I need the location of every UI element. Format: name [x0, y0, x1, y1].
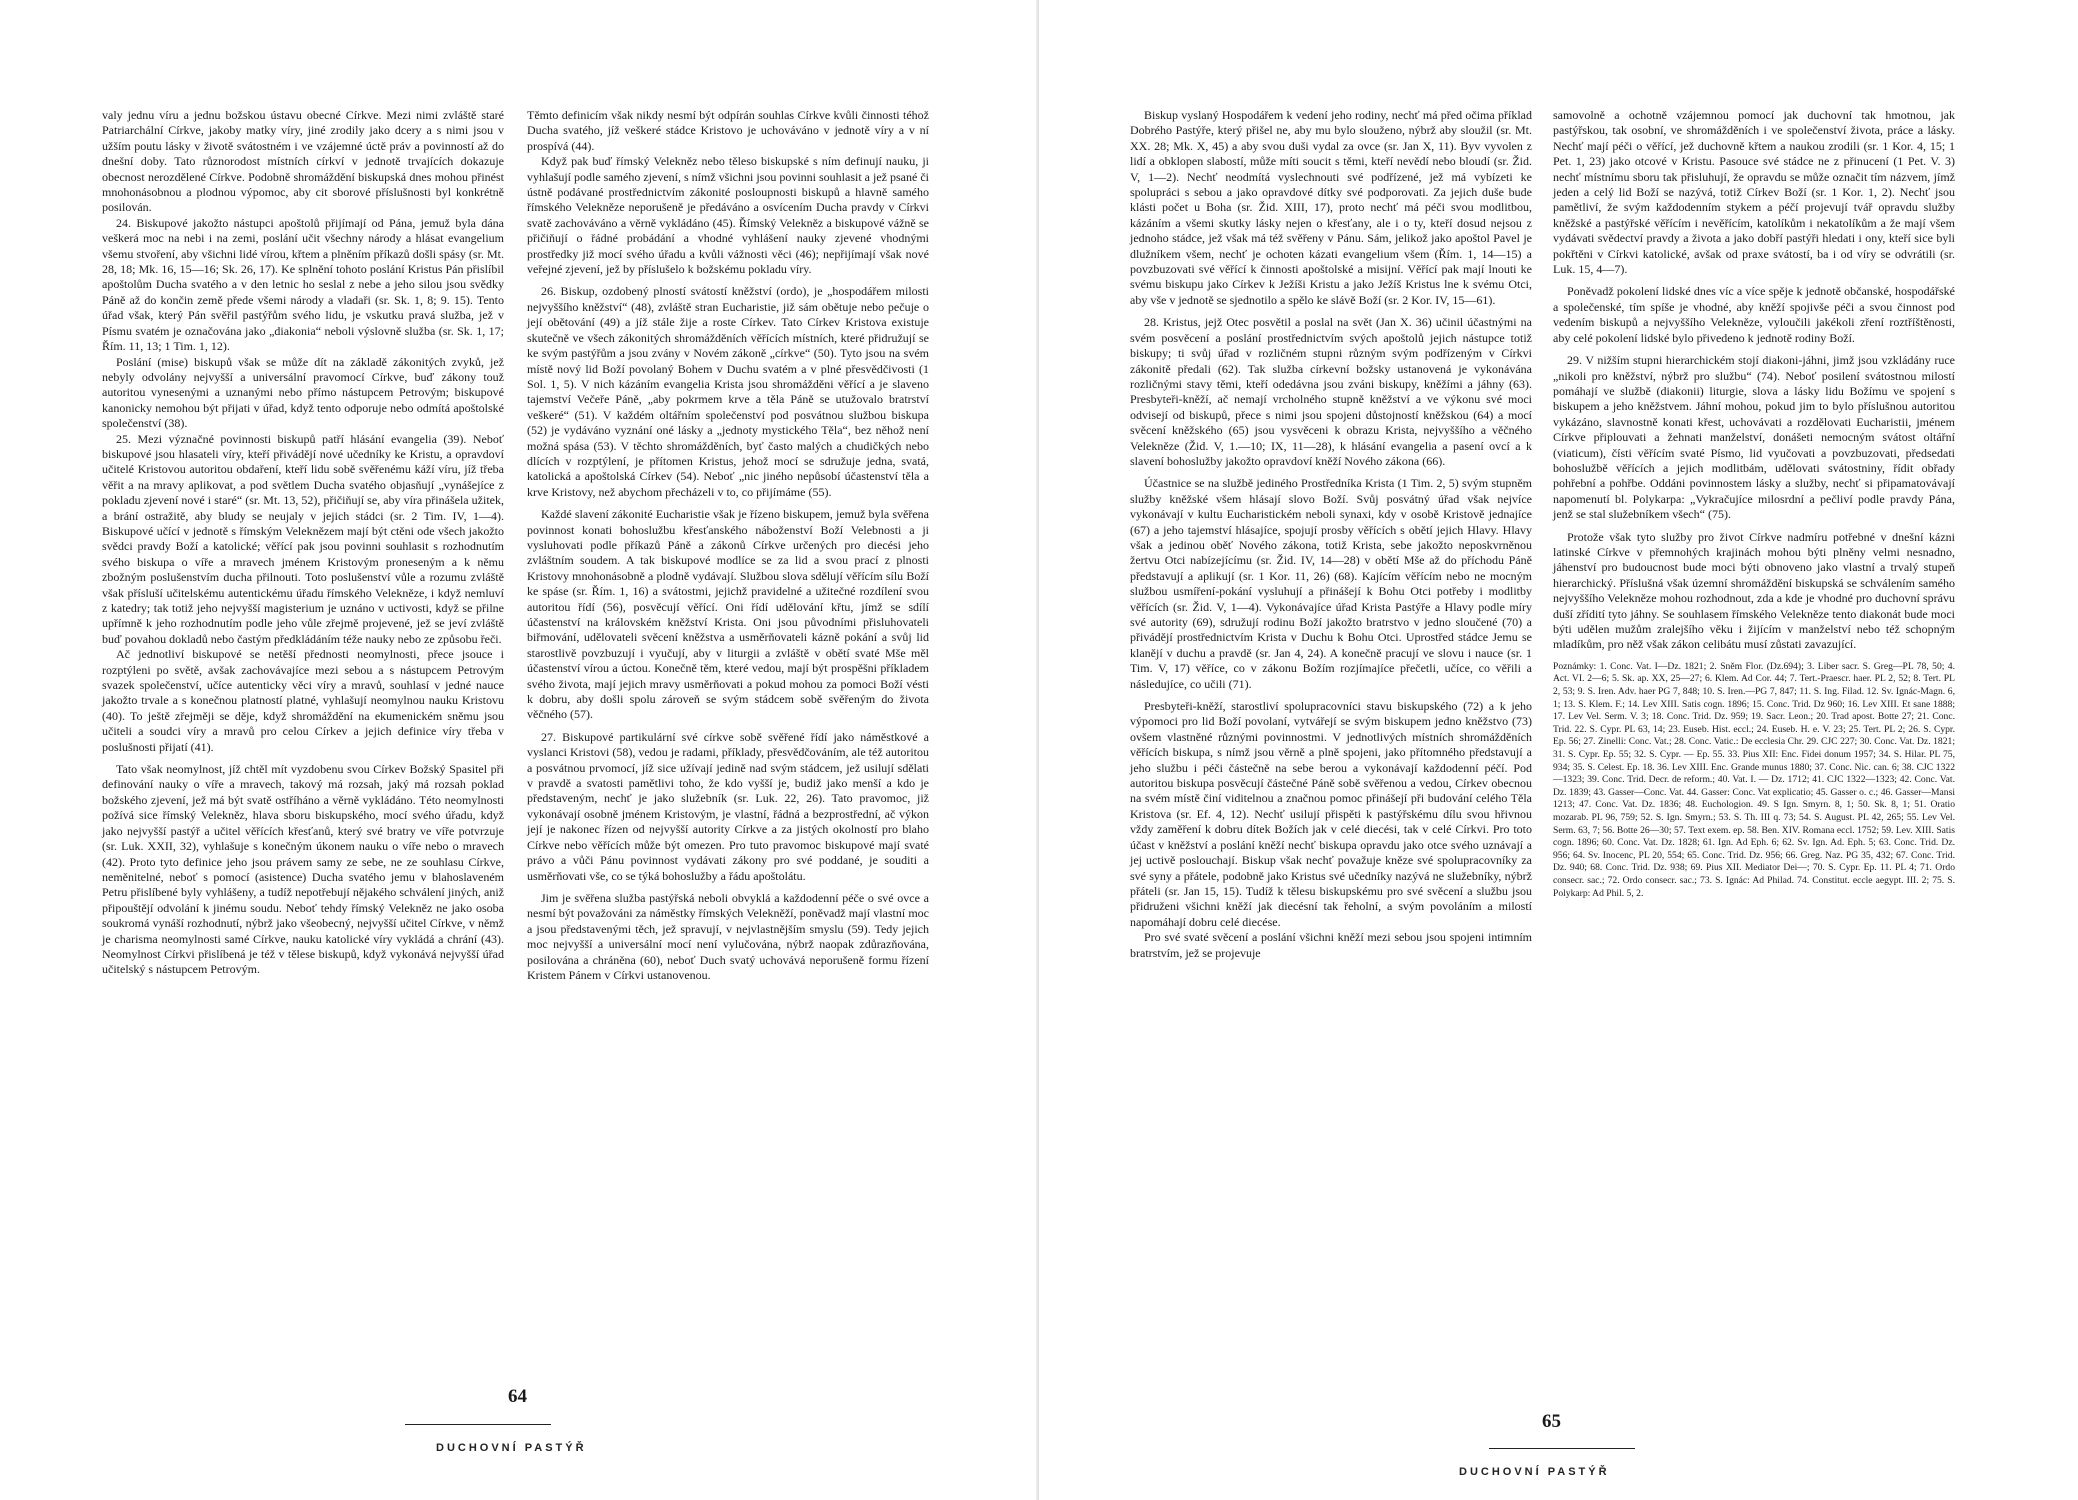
paragraph: Tato však neomylnost, jíž chtěl mít vyzdobenu svou Církev Božský Spasitel při definování nauky o víře a mravech, takový má rozsah, jaký má rozsah poklad božského zjevení, jež má být svatě ostříháno a věrně vykládáno. Této neomylnosti požívá sice římský Velekněz, hlava sboru biskupského, mocí svého úřadu, když jako nejvyšší pastýř a učitel věřících křesťanů, který své bratry ve víře potvrzuje (sr. Luk. XXII, 32), vyhlašuje s konečným úkonem nauku o víře nebo o mravech (42). Proto tyto definice jeho jsou právem samy ze sebe, ne ze souhlasu Církve, neměnitelné, neboť s pomocí (asistence) Ducha svatého jemu v blahoslaveném Petru přislíbené byly vyhlášeny, a tudíž nepotřebují nějakého schválení jiných, aniž připouštějí odvolání k jinému soudu. Neboť tehdy římský Velekněz ne jako osoba soukromá vynáší rozhodnutí, nýbrž jako všeobecný, nejvyšší učitel Církve, v němž je charisma neomylnosti samé Církve, nauku katolické víry vykládá a chrání (43). Neomylnost Církvi přislíbená je též v tělese biskupů, když vykonává nejvyšší úřad učitelský s nástupcem Petrovým.: [102, 762, 504, 977]
right-page: [1039, 0, 2078, 1500]
right-page-column-2: [1553, 108, 1955, 900]
paragraph: Když pak buď římský Velekněz nebo těleso biskupské s ním definují nauku, ji vyhlašují podle samého zjevení, s nímž všichni jsou povinni souhlasit a jež psané či ústně podávané prostřednictvím zákonité posloupnosti biskupů a hlavně samého římského Velekněze neporušeně je předáváno a osvícením Ducha pravdy v Církvi svatě zachováváno a věrně vykládáno (45). Římský Velekněz a biskupové vážně se přičiňují o řádné probádání a vhodné vyhlášení nauky zjevené vhodnými prostředky již mocí svého úřadu a kvůli vážnosti věci (46); nepřijímají však nové veřejné zjevení, jež by příslušelo k božskému pokladu víry.: [527, 154, 929, 277]
paragraph: 27. Biskupové partikulární své církve sobě svěřené řídí jako náměstkové a vyslanci Kristovi (58), vedou je radami, příklady, přesvědčováním, ale též autoritou a posvátnou prvomocí, jíž sice užívají jedině nad svým stádcem, jež usilují sdělati v pravdě a svatosti pamětlivi toho, že kdo vyšší je, budiž jako menší a kdo je představeným, nechť je jako služebník (sr. Luk. 22, 26). Tato pravomoc, již vykonávají osobně jménem Kristovým, je vlastní, řádná a bezprostřední, ač výkon její je nakonec řízen od nejvyšší autority Církve a za jistých okolností pro blaho Církve nebo věřících může být omezen. Pro tuto pravomoc biskupové mají svaté právo a vůči Pánu povinnost vydávati zákony pro své poddané, je souditi a usměrňovati vše, co se týká bohoslužby a řádu apoštolátu.: [527, 729, 929, 883]
paragraph: Presbyteři-kněží, starostliví spolupracovníci stavu biskupského (72) a k jeho výpomoci pro lid Boží povolaní, vytvářejí se svým biskupem jedno kněžstvo (73) ovšem vlastněné různými povinnostmi. V jednotlivých místních shromážděních věřících biskupa, s nímž jsou věrně a plně spojeni, jako přítomného představují a jeho službu i péči částečně na sebe berou a vykonávají každodenní péčí. Pod autoritou biskupa posvěcují částečné Páně sobě svěřenou a vedou, Církev obecnou na svém místě činí viditelnou a značnou pomoc přinášejí při budování celého Těla Kristova (sr. Ef. 4, 12). Nechť usilují přispěti k pastýřskému dílu svou hřivnou vždy zaměření k dobru dítek Božích jak v celé diecési, tak v celé Církvi. Pro toto účast v kněžství a poslání kněží nechť biskupa opravdu jako otce svého uznávají a jej uctivě poslouchají. Biskup však nechť považuje kněze své spolupracovníky za své syny a přátele, podobně jako Kristus své učedníky nazývá ne služebníky, nýbrž přáteli (sr. Jan 15, 15). Tudíž k tělesu biskupskému pro své svěcení a službu jsou přidruženi všichni kněží jak diecésní tak řeholní, a svým povoláním a milostí napomáhají dobru celé diecése.: [1130, 699, 1532, 929]
page-number: 65: [1542, 1411, 1561, 1432]
paragraph: 24. Biskupové jakožto nástupci apoštolů přijímají od Pána, jemuž byla dána veškerá moc na nebi i na zemi, poslání učit všechny národy a hlásat evangelium všemu stvoření, aby všichni lidé vírou, křtem a plněním příkazů došli spásy (sr. Mt. 28, 18; Mk. 16, 15—16; Sk. 26, 17). Ke splnění tohoto poslání Kristus Pán přislíbil apoštolům Ducha svatého a v den letnic ho seslal z nebe a jeho silou jsou svědky Páně až do končin země přede všemi národy a vladaři (sr. Sk. 1, 8; 9. 15). Tento úřad však, který Pán svěřil pastýřům svého lidu, je vskutku pravá služba, jež v Písmu svatém je označována jako „diakonia“ neboli výslovně služba (sr. Sk. 1, 17; Řím. 11, 13; 1 Tim. 1, 12).: [102, 215, 504, 354]
left-page-column-1: [102, 108, 504, 978]
paragraph: Těmto definicím však nikdy nesmí být odpírán souhlas Církve kvůli činnosti téhož Ducha svatého, jíž veškeré stádce Kristovo je uchováváno v jednotě víry a v ní prospívá (44).: [527, 108, 929, 153]
paragraph: samovolně a ochotně vzájemnou pomocí jak duchovní tak hmotnou, jak pastýřskou, tak osobní, ve shromážděních i ve společenství života, práce a lásky. Nechť mají péči o věřící, jež duchovně křtem a naukou zrodili (sr. 1 Kor. 4, 15; 1 Pet. 1, 23) jako otcové v Kristu. Pasouce své stádce ne z přinucení (1 Pet. V. 3) nechť místnímu sboru tak přisluhují, že opravdu se může označit tím názvem, jímž jeden a celý lid Boží se nazývá, totiž Církev Boží (sr. 1 Kor. 1, 2). Nechť jsou pamětliví, že svým každodenním stykem a péčí projevují tvář opravdu služby kněžské a pastýřské věřícím i nevěřícím, katolíkům i nekatolíkům a že mají všem vydávati svědectví pravdy a života a jako dobří pastýři hledati i ony, kteří sice byli pokřtěni v Církvi katolické, avšak od praxe svátostí, ba i od víry se odvrátili (sr. Luk. 15, 4—7).: [1553, 108, 1955, 277]
paragraph: Každé slavení zákonité Eucharistie však je řízeno biskupem, jemuž byla svěřena povinnost konati bohoslužbu křesťanského náboženství Boží Velebnosti a ji vysluhovati podle příkazů Páně a zákonů Církve určených pro diecési jeho zvláštním soudem. A tak biskupové modlíce se za lid a svou prací z plnosti Kristovy mnohonásobně a plodně vydávají. Službou slova sdělují věřícím sílu Boží ke spáse (sr. Řím. 1, 16) a svátostmi, jejichž pravidelné a užitečné rozdílení svou autoritou řídí (56), posvěcují věřící. Oni řídí udělování křtu, jímž se sdílí účastenství na královském kněžství Krista. Oni jsou původními přisluhovateli biřmování, udělovateli svěcení kněžstva a usměrňovateli kázně pokání a svůj lid starostlivě povzbuzují i vyučují, aby v liturgii a zvláště v obětí svaté Mše měl účastenství vírou a úctou. Konečně těm, které vedou, mají být prospěšni příkladem svého života, mají jejich mravy usměrňovati a pokud mohou za pomoci Boží vésti k dobru, aby došli spolu zároveň se svým stádcem sobě svěřeným do života věčného (57).: [527, 507, 929, 722]
footer-rule: [405, 1424, 551, 1425]
page-number: 64: [508, 1386, 527, 1407]
paragraph: Jim je svěřena služba pastýřská neboli obvyklá a každodenní péče o své ovce a nesmí být považováni za náměstky římských Velekněží, poněvadž mají vlastní moc a jsou představenými těch, jež spravují, v nejvlastnějším smyslu (59). Tedy jejich moc nejvyšší a universální mocí není vylučována, nýbrž naopak zdůrazňována, posilována a chráněna (60), neboť Duch svatý uchovává neporušeně formu řízení Kristem Pánem v Církvi ustanovenou.: [527, 890, 929, 982]
paragraph: Účastnice se na službě jediného Prostředníka Krista (1 Tim. 2, 5) svým stupněm služby kněžské všem hlásají slovo Boží. Svůj posvátný úřad však nejvíce vykonávají v kultu Eucharistickém neboli synaxi, kdy v osobě Kristově jednajíce (67) a jeho tajemství hlásajíce, spojují prosby věřících s obětí jejich Hlavy. Hlavy však a jedinou oběť Nového zákona, totiž Krista, sebe jakožto neposkvrněnou žertvu Otci nabízejícímu (sr. Žid. IV, 14—28) v obětí Mše až do příchodu Páně představují a aplikují (sr. 1 Kor. 11, 26) (68). Kajícím věřícím nebo ne mocným službou usmíření-pokání vysluhují a přinášejí k Bohu Otci potřeby i modlitby věřících (sr. Žid. V, 1—4). Vykonávajíce úřad Krista Pastýře a Hlavy podle míry své autority (69), sdružují rodinu Boží jakožto bratrstvo v jedno sloučené (70) a přivádějí prostřednictvím Krista v Duchu k Bohu Otci. Uprostřed stádce Jemu se klanějí v duchu a pravdě (sr. Jan 4, 24). A konečně pracují ve slovu i nauce (sr. 1 Tim. V, 17) věříce, co v zákonu Božím rozjímajíce přečetli, učíce, co věřili a následujíce, co učili (71).: [1130, 476, 1532, 691]
right-page-column-1: [1130, 108, 1532, 961]
left-page-column-2: [527, 108, 929, 983]
footer-rule: [1489, 1448, 1635, 1449]
paragraph: Biskup vyslaný Hospodářem k vedení jeho rodiny, nechť má před očima příklad Dobrého Pastýře, který přišel ne, aby mu bylo slouženo, nýbrž aby sloužil (sr. Mt. XX. 28; Mk. X, 45) a aby svou duši vydal za ovce (sr. Jan X, 11). Byv vyvolen z lidí a obklopen slabostí, může míti soucit s těmi, kteří nevědí nebo bloudí (sr. Žid. V, 1—2). Nechť neodmítá vyslechnouti své podřízené, jež má vybízeti ke spolupráci s sebou a jako opravdové dítky své podporovati. Za jejich duše bude klásti počet u Boha (sr. Žid. XIII, 17), proto nechť má péči svou modlitbou, kázáním a všemi skutky lásky nejen o křesťany, ale i o ty, kteří dosud nejsou z jednoho stádce, jež však má též svěřeny v Pánu. Sám, jelikož jako apoštol Pavel je dlužníkem všem, nechť je ochoten kázati evangelium všem (Řím. 1, 14—15) a povzbuzovati své věřící k činnosti apoštolské a misijní. Věřící pak mají lnouti ke svému biskupu jako Církev k Ježíši Kristu a jako Ježíš Kristus lne k svému Otci, aby vše v jednotě se sjednotilo a spělo ke slávě Boží (sr. 2 Kor. IV, 15—61).: [1130, 108, 1532, 307]
paragraph: 25. Mezi význačné povinnosti biskupů patří hlásání evangelia (39). Neboť biskupové jsou hlasateli víry, kteří přivádějí nové učedníky ke Kristu, a opravdoví učitelé Kristovou autoritou obdaření, kteří lidu sobě svěřenému káží víru, jíž třeba věřit a na mravy aplikovat, a pod světlem Ducha svatého objasňují „vynášejíce z pokladu zjevení nové i staré“ (sr. Mt. 13, 52), přičiňují se, aby víra přinášela užitek, a brání ostražitě, aby bludy se neujaly v jejich stádci (sr. 2 Tim. IV, 1—4). Biskupové učící v jednotě s římským Veleknězem mají být ctěni ode všech jakožto svědci pravdy Boží a katolické; věřící pak jsou povinni souhlasit s rozhodnutím svého biskupa o víře a mravech jménem Kristovým proneseným a k němu zbožným poslušenstvím ducha přilnouti. Toto poslušenství vůle a rozumu zvláště však přísluší učitelskému autentickému úřadu římského Velekněze, i když nemluví z katedry; tak totiž jeho nejvyšší magisterium je uznáno v uctivosti, když se přilne upřímně k jeho rozhodnutím podle jeho vůle zřejmě projevené, jež se jeví zvláště buď povahou dokladů nebo častým předkládáním téže nauky nebo ze způsobu řeči.: [102, 431, 504, 646]
paragraph: 28. Kristus, jejž Otec posvětil a poslal na svět (Jan X. 36) učinil účastnými na svém posvěcení a poslání prostřednictvím svých apoštolů jejich nástupce totiž biskupy; ti svůj úřad v rozličném stupni různým svým podřízeným v Církvi zákonitě předali (62). Tak služba církevní božsky ustanovená je vykonávána rozličnými stavy těmi, kteří odedávna jsou zváni biskupy, kněžími a jáhny (63). Presbyteři-kněží, ač nemají vrcholného stupně kněžství a ve výkonu své moci odvisejí od biskupů, přece s nimi jsou spojeni důstojností kněžskou (64) a mocí svěcení kněžského (65) jsou vysvěceni k obrazu Krista, nejvyššího a věčného Velekněze (Žid. V, 1.—10; IX, 11—28), k hlásání evangelia a pasení ovcí a k slavení bohoslužby jakožto opravdoví kněží Nového zákona (66).: [1130, 315, 1532, 468]
paragraph: Pro své svaté svěcení a poslání všichni kněží mezi sebou jsou spojeni intimním bratrstvím, jež se projevuje: [1130, 930, 1532, 960]
paragraph: Poněvadž pokolení lidské dnes víc a více spěje k jednotě občanské, hospodářské a společenské, tím spíše je vhodné, aby kněží spojivše péči a svou činnost pod vedením biskupů a nejvyššího Velekněze, vyloučili jakékoli zření roztříštěnosti, aby celé pokolení lidské bylo přivedeno k jednotě rodiny Boží.: [1553, 284, 1955, 345]
paragraph: valy jednu víru a jednu božskou ústavu obecné Církve. Mezi nimi zvláště staré Patriarchální Církve, jakoby matky víry, jiné zrodily jako dcery a s nimi jsou v užším poutu lásky v životě svátostném i ve vzájemné úctě práv a povinností až do dnešní doby. Tato různorodost místních církví v jednotě trvajících dokazuje obecnost nerozdělené Církve. Podobně shromáždění biskupská dnes mohou přinést mnohonásobnou a plodnou výpomoc, aby cit sborové příslušnosti byl konkrétně posilován.: [102, 108, 504, 215]
paragraph: 29. V nižším stupni hierarchickém stojí diakoni-jáhni, jimž jsou vzkládány ruce „nikoli pro kněžství, nýbrž pro službu“ (74). Neboť posilení svátostnou milostí pomáhají ve službě (diakonii) liturgie, slova a lásky lidu Božímu ve spojení s biskupem a jeho kněžstvem. Jáhní mohou, pokud jim to bylo příslušnou autoritou vykázáno, slavnostně konati křest, uchovávati a rozdělovati Eucharistii, jménem Církve připlouvati a žehnati manželství, donášeti nemocným svátost oltářní (viaticum), čísti věřícím svaté Písmo, lid vyučovati a povzbuzovati, předsedati bohoslužbě věřících a jejich modlitbám, udělovati svátostniny, řídit obřady pohřební a pohřbe. Oddáni povinnostem lásky a služby, nechť si připamatovávají napomenutí bl. Polykarpa: „Vykračujíce milosrdní a pečliví podle pravdy Pána, jenž se stal služebníkem všech“ (75).: [1553, 353, 1955, 522]
footer-title: DUCHOVNÍ PASTÝŘ: [1459, 1466, 1610, 1478]
paragraph: Poslání (mise) biskupů však se může dít na základě zákonitých zvyků, jež nebyly odvolány nejvyšší a universální pravomocí Církve, buď zákony touž autoritou vynesenými a uznanými nebo přímo nástupcem Petrovým; biskupové kanonicky nemohou být přijati v úřad, když tento odporuje nebo odmítá apoštolské společenství (38).: [102, 354, 504, 431]
paragraph: 26. Biskup, ozdobený plností svátostí kněžství (ordo), je „hospodářem milosti nejvyššího kněžství“ (48), zvláště stran Eucharistie, již sám obětuje nebo pečuje o její obětování (49) a jíž stále žije a roste Církev. Tato Církev Kristova existuje skutečně ve všech zákonitých shromážděních věřících místních, které přidružují se ke svým pastýřům a jsou zvány v Novém zákoně „církve“ (50). Tyto jsou na svém místě nový lid Boží povolaný Bohem v Duchu svatém a v plné přesvědčivosti (1 Sol. 1, 5). V nich kázáním evangelia Krista jsou shromážděni věřící a je slaveno tajemství Večeře Páně, „aby pokrmem krve a těla Páně se utužovalo bratrství veškeré“ (51). V každém oltářním společenství pod posvátnou službou biskupa (52) je vydáváno vyznání oné lásky a „jednoty mystického Těla“, bez něhož není možná spása (53). V těchto shromážděních, byť často malých a chudičkých nebo dlících v rozptýlení, je přítomen Kristus, jehož mocí se sdružuje jedna, svatá, katolická a apoštolská Církev (54). Neboť „nic jiného nepůsobí účastenství těla a krve Kristovy, než abychom přecházeli v to, co přijímáme (55).: [527, 284, 929, 499]
paragraph: Protože však tyto služby pro život Církve nadmíru potřebné v dnešní kázni latinské Církve v přemnohých krajinách mohou býti plněny velmi nesnadno, jáhenství pro budoucnost bude moci býti obnoveno jako vlastní a trvalý stupeň hierarchický. Příslušná však územní shromáždění biskupská se schválením samého nejvyššího Velekněze mohou rozhodnout, zda a kde je vhodné pro duchovní správu duší zřídití tyto jáhny. Se souhlasem římského Velekněze tento diakonát bude moci býti udělen mužům zralejšího věku i žijícím v manželství nebo též schopným mladíkům, pro něž však zákon celibátu musí zůstati zavazující.: [1553, 529, 1955, 652]
footnotes: Poznámky: 1. Conc. Vat. I—Dz. 1821; 2. Sněm Flor. (Dz.694); 3. Liber sacr. S. Greg—PL 78, 50; 4. Act. VI. 2—6; 5. Sk. ap. XX, 25—27; 6. Klem. Ad Cor. 44; 7. Tert.-Praescr. haer. PL 2, 52; 8. Tert. PL 2, 53; 9. S. Iren. Adv. haer PG 7, 848; 10. S. Iren.—PG 7, 847; 11. S. Ing. Filad. 12. Sv. Ignác-Magn. 6, 1; 13. S. Klem. F.; 14. Lev XIII. Satis cogn. 1896; 15. Conc. Trid. Dz 960; 16. Lev XIII. Et sane 1888; 17. Lev Vel. Serm. V. 3; 18. Conc. Trid. Dz. 959; 19. Sacr. Leon.; 20. Trad apost. Botte 27; 21. Conc. Trid. 22. S. Cypr. PL 63, 14; 23. Euseb. Hist. eccl.; 24. Euseb. H. e. V. 23; 25. Tert. PL 2; 26. S. Cypr. Ep. 56; 27. Zinelli: Conc. Vat.; 28. Conc. Vatic.: De ecclesia Chr. 29. CJC 227; 30. Conc. Vat. Dz. 1821; 31. S. Cypr. Ep. 55; 32. S. Cypr. — Ep. 55. 33. Pius XII: Enc. Fidei donum 1957; 34. S. Hilar. PL 75, 934; 35. S. Celest. Ep. 18. 36. Lev XIII. Enc. Grande munus 1880; 37. Conc. Nic. can. 6; 38. CJC 1322—1323; 39. Conc. Trid. Decr. de reform.; 40. Vat. I. — Dz. 1712; 41. CJC 1322—1323; 42. Conc. Vat. Dz. 1839; 43. Gasser—Conc. Vat. 44. Gasser: Conc. Vat explicatio; 45. Gasser o. c.; 46. Gasser—Mansi 1213; 47. Conc. Vat. Dz. 1836; 48. Euchologion. 49. S Ign. Smyrn. 8, 1; 50. Sk. 8, 1; 51. Oratio mozarab. PL 96, 759; 52. S. Ign. Smyrn.; 53. S. Th. III q. 73; 54. S. August. PL 42, 265; 55. Lev Vel. Serm. 63, 7; 56. Botte 26—30; 57. Text exem. ep. 58. Ben. XIV. Romana eccl. 1752; 59. Lev. XIII. Satis cogn. 1896; 60. Conc. Vat. Dz. 1828; 61. Ign. Ad Eph. 6; 62. Sv. Ign. Ad. Eph. 5; 63. Conc. Trid. Dz. 956; 64. Sv. Inocenc, PL 20, 554; 65. Conc. Trid. Dz. 956; 66. Greg. Naz. PG 35, 432; 67. Conc. Trid. Dz. 940; 68. Conc. Trid. Dz. 938; 69. Pius XII. Mediator Dei—; 70. S. Cypr. Ep. 11. PL 4; 71. Ordo consecr. sac.; 72. Ordo consecr. sac.; 73. S. Ignác: Ad Philad. 74. Constitut. eccle aegypt. III. 2; 75. S. Polykarp: Ad Phil. 5, 2.: [1553, 660, 1955, 899]
footer-title: DUCHOVNÍ PASTÝŘ: [436, 1442, 587, 1454]
paragraph: Ač jednotliví biskupové se netěší přednosti neomylnosti, přece jsouce i rozptýleni po světě, avšak zachovávajíce mezi sebou a s nástupcem Petrovým svazek společenství, učíce autenticky věci víry a mravů, souhlasí v jedné nauce jakožto trvale a s konečnou platností platné, vyhlašují neomylnou nauku Kristovu (40). To ještě zřejměji se děje, když shromáždění na ekumenickém sněmu jsou učiteli a soudci víry a mravů pro celou Církev a jejich definice víry třeba v poslušnosti přijatí (41).: [102, 647, 504, 754]
